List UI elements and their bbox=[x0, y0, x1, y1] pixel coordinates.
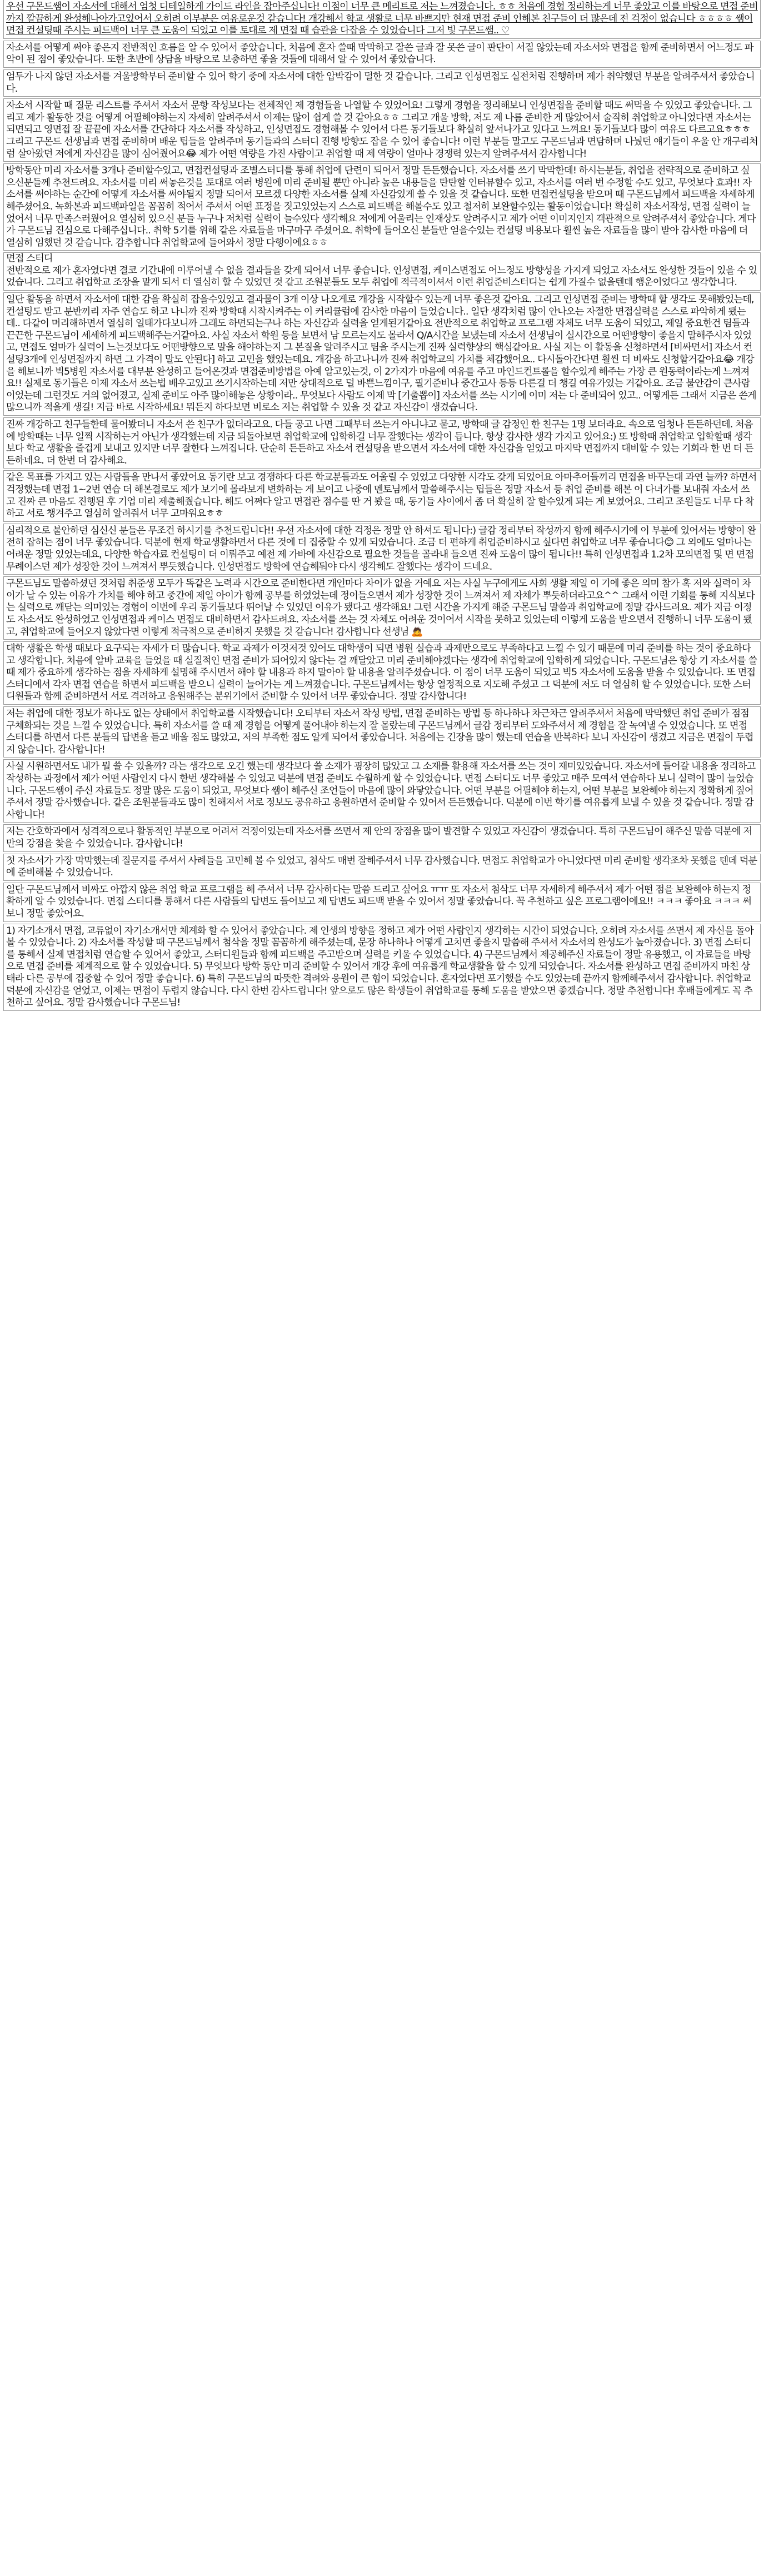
review-entry-17 bbox=[3, 883, 761, 922]
review-entry-12 bbox=[3, 641, 761, 705]
review-entry-5 bbox=[3, 163, 761, 251]
review-entry-8 bbox=[3, 417, 761, 469]
review-text: 1) 자기소개서 면접, 교류없이 자기소개서만 체계화 할 수 있어서 좋았습니다. 제 인생의 방향을 정하고 제가 어떤 사람인지 생각하는 시간이 되었습니다. 오히려 자소서를 쓰면서 제 자신을 돌아볼 수 있었습니다. 2) 자소서를 작성할 때 구몬드님께서 첨삭을 정말 꼼꼼하게 해주셨는데, 문장 하나하나 어떻게 고치면 좋을지 말씀해 주셔서 자소서의 완성도가 높아졌습니다. 3) 면접 스터디를 통해서 실제 면접처럼 연습할 수 있어서 좋았고, 스터디원들과 함께 피드백을 주고받으며 실력을 키울 수 있었습니다. 4) 구몬드님께서 제공해주신 자료들이 정말 유용했고, 이 자료들을 바탕으로 면접 준비를 체계적으로 할 수 있었습니다. 5) 무엇보다 방학 동안 미리 준비할 수 있어서 개강 후에 여유롭게 학교생활을 할 수 있게 되었습니다. 자소서를 완성하고 면접 준비까지 마친 상태라 다른 공부에 집중할 수 있어 정말 좋습니다. 6) 특히 구몬드님의 따뜻한 격려와 응원이 큰 힘이 되었습니다. 혼자였다면 포기했을 수도 있었는데 끝까지 함께해주셔서 감사합니다. 취업학교 덕분에 자신감을 얻었고, 이제는 면접이 두렵지 않습니다. 다시 한번 감사드립니다! 앞으로도 많은 학생들이 취업학교를 통해 도움을 받았으면 좋겠습니다. 정말 추천합니다! 후배들에게도 꼭 추천하고 싶어요. 정말 감사했습니다 구몬드님! bbox=[6, 925, 753, 1009]
section-heading: 면접 스터디 bbox=[6, 253, 53, 265]
review-entry-13 bbox=[3, 706, 761, 758]
review-text: 첫 자소서가 가장 막막했는데 질문지를 주셔서 사례들을 고민해 볼 수 있었고, 첨삭도 매번 잘해주셔서 너무 감사했습니다. 면접도 취업학교가 아니었다면 미리 준비할 생각조차 못했을 텐데 덕분에 준비해볼 수 있었습니다. bbox=[6, 855, 757, 879]
review-text: 같은 목표를 가지고 있는 사람들을 만나서 좋았어요 동기란 보고 경쟁하다 다른 학교분들과도 어울릴 수 있었고 다양한 시각도 갖게 되었어요 아마추어들끼리 면접을 바꾸는대 과연 늘까? 하면서 걱정했는데 면접 1~2번 연습 더 해본결로도 제가 보기에 몰라보게 변화하는 게 보이고 나중에 멘토님께서 말씀해주시는 팁들은 정말 자소서 등 취업 준비를 해본 이 다녀가를 보내줘 자소서 쓰고 진짜 큰 마음도 진행된 후 기업 미리 제출해줬습니다. 해도 어쩌다 알고 면접관 점수를 딴 거 봤을 때, 동기들 사이에서 좀 더 확실히 잘 할수있게 되는 게 보였어요. 그리고 조원들도 너무 다 착하고 서로 챙겨주고 열심히 알려줘서 너무 고마워요ㅎㅎ bbox=[6, 472, 757, 520]
review-entry-14 bbox=[3, 759, 761, 823]
review-text: 자소서 시작할 때 질문 리스트를 주셔서 자소서 문항 작성보다는 전체적인 제 경험들을 나열할 수 있었어요! 그렇게 경험을 정리해보니 인성면접을 준비할 때도 써먹을 수 있었고 좋았습니다. 그리고 제가 활동한 것을 어떻게 어필해야하는지 자세히 알려주셔서 이제는 많이 쉽게 쓸 것 같아요ㅎㅎ 그리고 개울 방학, 저도 제 나름 준비한 게 많았어서 술직히 취업학교 아니었다면 자소서는 되면되고 영면접 잘 끝끝에 자소서를 간단하다 자소서를 작성하고, 인성면접도 경험해볼 수 있어서 다른 동기들보다 확실히 앞서나가고 있다고 느껴요! 동기들보다 많이 여유도 다르고요ㅎㅎㅎ 그리고 구몬드 선생님과 면접 준비하며 배운 팁들을 알려주며 동기들과의 스터디 진행 방향도 잡을 수 있어 좋습니다! 이런 부분들 말고도 구몬드님과 면담하며 나눴던 얘기들이 우울 안 개구리처럼 살아왔던 저에게 자신감을 많이 심어줬어요😂 제가 어떤 역량을 가진 사람이고 취업할 때 제 역량이 얼마나 경쟁력 있는지 알려주셔서 감사합니다! bbox=[6, 100, 758, 160]
review-entry-4 bbox=[3, 98, 761, 162]
review-text: 방학동안 미리 자소서를 3개나 준비할수있고, 면접컨설팅과 조별스터디를 통해 취업에 단련이 되어서 정말 든든했습니다. 자소서를 쓰기 막막한데! 하시는분들, 취업을 전략적으로 준비하고 싶으신분들께 추천드려요. 자소서를 미리 써놓은것을 토대로 여러 병원에 미리 준비될 뿐만 아니라 높은 내용들을 탄탄할 인터뷰할수 있고, 자소서를 여러 번 수정할 수도 있고, 무엇보다 효과!! 자소서를 써야하는 순간에 어떻게 자소서를 써야될지 정말 되어서 모르겠 다양한 자소서를 실제 자신감있게 쓸 수 있을 것 같습니다. 또한 면접컨설팅을 받으며 때 구몬드님께서 피드백을 자세하게 해주셨어요. 녹화본과 피드백파일을 꼼꼼히 적어서 주셔서 어떤 표정을 짓고있었는지 스스로 피드백을 해볼수도 있고 철저히 보완할수있는 활동이었습니다! 확실히 자소서작성, 면접 실력이 늘었어서 너무 만족스러웠어요 열심히 있으신 분들 누구나 저처럼 실력이 늘수있다 생각해요 저에게 어울리는 인재상도 알려주시고 제가 어떤 이미지인지 객관적으로 알려주셔서 좋았습니다. 게다가 구몬드님 진심으로 다해주십니다.. 취학 5기를 위해 같은 자료들을 마구마구 주셨어요. 취학에 들어오신 분들만 얻을수있는 컨설팅 비용보다 훨씬 높은 자료들을 많이 받아 감사한 마음에 더 열심히 임했던 것 같습니다. 감추합니다 취업학교에 들어와서 정말 다행이에요ㅎㅎ bbox=[6, 165, 756, 248]
review-text: 전반적으로 제가 혼자였다면 결코 기간내에 이루어낼 수 없을 결과들을 갖게 되어서 너무 좋습니다. 인성면접, 케이스면접도 어느정도 방향성을 가지게 되었고 자소서도 완성한 것들이 있을 수 있었습니다. 그리고 취업학교 조장을 맡게 되서 더 열심히 할 수 있었던 것 같고 조원분들도 모두 취업에 적극적이셔서 이런 취업준비스터디는 쉽게 가질수 없을텐데 행운이었다고 생각합니다. bbox=[6, 265, 757, 288]
review-text: 사실 시원하면서도 내가 뭘 쓸 수 있을까? 라는 생각으로 오긴 했는데 생각보다 쓸 소재가 굉장히 많았고 그 소재를 활용해 자소서를 쓰는 것이 재미있었습니다. 자소서에 들어갈 내용을 정리하고 작성하는 과정에서 제가 어떤 사람인지 다시 한번 생각해볼 수 있었고 덕분에 면접 준비도 수월하게 할 수 있었습니다. 면접 스터디도 너무 좋았고 매주 모여서 연습하다 보니 실력이 많이 늘었습니다. 구몬드쌤이 주신 자료들도 정말 많은 도움이 되었고, 무엇보다 쌤이 해주신 조언들이 마음에 많이 와닿았습니다. 어떤 부분을 어필해야 하는지, 어떤 부분을 보완해야 하는지 정확하게 짚어주셔서 정말 감사했습니다. 같은 조원분들과도 많이 친해져서 서로 정보도 공유하고 응원하면서 준비할 수 있어서 든든했습니다. 덕분에 이번 학기를 여유롭게 보낼 수 있을 것 같습니다. 정말 감사합니다! bbox=[6, 761, 756, 820]
review-entry-11 bbox=[3, 576, 761, 640]
review-text: 자소서를 어떻게 써야 좋은지 전반적인 흐름을 알 수 있어서 좋았습니다. 처음에 혼자 쓸때 막막하고 잘쓴 글과 잘 못쓴 글이 판단이 서질 않았는데 자소서와 면접을 함께 준비하면서 어느정도 파악이 된 점이 좋았습니다. 또한 초반에 상담을 바탕으로 보충하면 좋을 것들에 대해서 알 수 있어서 좋았습니다. bbox=[6, 42, 753, 66]
review-entry-6 bbox=[3, 252, 761, 291]
review-text: 구몬드님도 말씀하셨던 것처럼 취준생 모두가 똑같은 노력과 시간으로 준비한다면 개인마다 차이가 없을 거예요 저는 사실 누구에게도 사회 생활 제일 이 기에 좋은 의미 참가 혹 저와 실력이 차이가 날 수 있는 이유가 가치를 해야 하고 중간에 제일 아이가 함께 공부를 하였었는데 정이들으면서 제가 성장한 것이 느껴져서 제 자체가 뿌듯하더라고요^^ 그래서 이런 기회를 통해 지식보다는 실력으로 깨닫는 의미있는 경험이 이번에 우리 동기들보다 뛰어날 수 있었던 이유가 됐다고 생각해요! 그런 시간을 가지게 해준 구몬드님 말씀과 취업학교에 정말 감사드려요. 제가 지금 이정도 자소서도 완성하였고 인성면접과 케이스 면접도 대비하면서 감사드려요. 자소서를 쓰는 것 자체도 어려운 것이어서 시작을 못하고 있었는데 이렇게 도움을 받으면서 진행하니 너무 도움이 됐고, 취업학교에 들어오지 않았다면 이렇게 적극적으로 준비하지 못했을 것 같습니다! 감사합니다 선생님 🙇 bbox=[6, 578, 755, 637]
review-text: 일단 구몬드님께서 비싸도 아깝지 않은 취업 학교 프로그램을 해 주셔서 너무 감사하다는 말씀 드리고 싶어요 ㅠㅠ 또 자소서 첨삭도 너무 자세하게 해주셔서 제가 어떤 점을 보완해야 하는지 정확하게 알 수 있었습니다. 면접 스터디를 통해서 다른 사람들의 답변도 들어보고 제 답변도 피드백 받을 수 있어서 정말 좋았습니다. 꼭 추천하고 싶은 프로그램이에요!! ㅋㅋㅋ 좋아요 ㅋㅋㅋ 써보니 정말 좋았어요. bbox=[6, 884, 751, 919]
review-text: 대학 생활은 학생 때보다 요구되는 자세가 더 많습니다. 학교 과제가 이것저것 있어도 대학생이 되면 병원 실습과 과제만으로도 부족하다고 느낄 수 있기 때문에 미리 준비를 하는 것이 중요하다고 생각합니다. 처음에 알바 교육을 들었을 때 실질적인 면접 준비가 되어있지 않다는 걸 깨달았고 미리 준비해야겠다는 생각에 취업학교에 입학하게 되었습니다. 구몬드님은 항상 기 자소서를 쓸 때 제가 중요하게 생각하는 점을 자세하게 설명해 주시면서 해야 할 내용과 하지 말아야 할 내용을 알려주셨습니다. 이 점이 너무 도움이 되었고 빅5 자소서에 도움을 받을 수 있었습니다. 또 면접 스터디에서 각자 면접 연습을 하면서 피드백을 받으니 실력이 늘어가는 게 느껴졌습니다. 구몬드님께서는 항상 열정적으로 지도해 주셨고 그 덕분에 저도 더 열심히 할 수 있었습니다. 또한 스터디원들과 함께 준비하면서 서로 격려하고 응원해주는 분위기에서 준비할 수 있어서 너무 좋았습니다. 정말 감사합니다! bbox=[6, 643, 757, 702]
review-entry-10 bbox=[3, 524, 761, 575]
review-entry-3 bbox=[3, 69, 761, 97]
review-text: 심리적으로 불안하던 심신신 분들은 무조건 하시기를 추천드립니다!! 우선 자소서에 대한 걱정은 정말 안 하셔도 됩니다:) 글감 정리부터 작성까지 함께 해주시기에 이 부분에 있어서는 방향이 완전히 잡히는 점이 너무 좋았습니다. 덕분에 현재 학교생활하면서 다른 것에 더 집중할 수 있게 되었습니다. 조금 더 편하게 취업준비하시고 싶다면 취업학교 너무 좋습니다😊 그 외에도 얼마나는 어려운 정말 있었는데요, 다양한 학습자료 컨설팅이 더 이뤄주고 예전 제 가바에 자신감으로 필요한 것들을 골라내 들으면 진짜 도움이 많이 됩니다!! 특히 인성면접과 1.2차 모의면접 및 면 면접 무례이스던 제가 성장한 것이 느껴져서 뿌듯했습니다. 인성면접도 방학에 연습해둬야 다시 생각해도 잘했다는 생각이 드네요. bbox=[6, 525, 756, 572]
review-entry-7 bbox=[3, 292, 761, 416]
review-entry-16 bbox=[3, 854, 761, 881]
review-text: 진짜 개강하고 친구들한테 물어봤더니 자소서 쓴 친구가 없더라고요. 다들 공고 나면 그때부터 쓰는거 아니냐고 묻고, 방학때 글 감정인 한 친구는 1명 보더라요. 속으로 엄청나 든든하던데. 처음에 방학때는 너무 일찍 시작하는거 아닌가 생각했는데 지금 되돌아보면 취업학교에 입학하길 너무 잘했다는 생각이 듭니다. 항상 감사한 생각 가지고 있어요:) 또 방학때 취업학교 입학할때 생각보다 학교 생활을 즐겁게 보내고 있지만 너무 잘한다 느껴집니다. 단순히 든든하고 자소서 컨설팅을 받으면서 자소서에 대한 자신감을 얻었고 마지막 면접까지 대비할 수 있는 기회라 한 번 더 든든하네요. 더 한번 더 감사해요. bbox=[6, 419, 753, 466]
review-entry-9 bbox=[3, 470, 761, 521]
review-text: 저는 간호학과에서 성격적으로나 활동적인 부분으로 어려서 걱정이었는데 자소서를 쓰면서 제 안의 장점을 많이 발견할 수 있었고 자신감이 생겼습니다. 특히 구몬드님이 해주신 말씀 덕분에 저만의 강점을 찾을 수 있었습니다. 감사합니다! bbox=[6, 826, 752, 849]
review-entry-2 bbox=[3, 41, 761, 68]
review-entry-18 bbox=[3, 924, 761, 1011]
review-entry-1 bbox=[3, 0, 761, 39]
review-entry-15 bbox=[3, 824, 761, 851]
review-text: 엄두가 나지 않던 자소서를 겨울방학부터 준비할 수 있어 학기 중에 자소서에 대한 압박감이 덜한 것 같습니다. 그리고 인성면접도 실전처럼 진행하며 제가 취약했던 부분을 알려주셔서 좋았습니다. bbox=[6, 71, 755, 94]
review-text: 우선 구몬드쌤이 자소서에 대해서 엄청 디테일하게 가이드 라인을 잡아주십니다! 이점이 너무 큰 메리트로 저는 느껴졌습니다. ㅎㅎ 처음에 경험 정리하는게 너무 좋았고 이를 바탕으로 면접 준비까지 깔끔하게 완성해나아가고있어서 오히려 이부분은 여유로운것 같습니다! 개강해서 학교 생활로 너무 바쁘지만 현재 면접 준비 인해본 친구들이 더 많은데 전 걱정이 없습니다 ㅎㅎㅎㅎ 쌤이 면접 컨설팅때 주시는 피드백이 너무 큰 도움이 되었고 이를 토대로 제 면접 때 습관을 다잡을 수 있었습니다 그저 빛 구몬드쌤.. ♡ bbox=[6, 1, 758, 37]
review-text: 일단 활동을 하면서 자소서에 대한 감을 확실히 잡을수있었고 결과물이 3개 이상 나오게로 개강을 시작할수 있는게 너무 좋은것 같아요. 그리고 인성면접 준비는 방학때 할 생각도 못해봤었는데, 컨설팅도 받고 분반끼리 자주 연습도 하고 나니까 진짜 방학때 시작시켜주는 이 커리큘럼에 감사한 마음이 들었습니다.. 일단 생각처럼 많이 안나오는 자절한 면접실력을 스스로 파악하게 됐는데.. 다같이 머리해하면서 열심히 일태가다보니까 그래도 하면되는구나 하는 자신감과 실력을 얻게된거같아요 전반적으로 취업학교 프로그램 자체도 너무 도움이 되었고, 제일 중요한건 팀들과 끈끈한 구몬드님이 세세하게 피드백해주는거같아요. 사실 자소서 학원 등을 보면서 남 모르는지도 몰라서 Q/A시간을 보냈는데 자소서 선생님이 실시간으로 어떤방향이 좋을지 말해주시자 있었고, 면접도 얼마가 실력이 느는것보다도 어떤방향으로 말을 해야하는지 그 본질을 알려주시고 팀을 주시는게 진짜 실력향상의 핵심같아요. 사실 저는 이 활동을 신청하면서 [비싸면서] 자소서 컨설팅3개에 인성면접까지 하면 그 가격이 말도 안된다] 하고 고민을 했었는데요. 개강을 하고나니까 진짜 취업학교의 가치를 체감했어요.. 다시돌아간다면 훨씬 더 비싸도 신청할거같아요😂 개강을 해보니까 빅5병원 자소서를 대부분 완성하고 들어온것과 면접준비방법을 아예 알고있는것, 이 2가지가 마음에 여유를 주고 마인드컨트롤을 할수있게 해주는 가장 큰 원동력이라는게 느껴져요!! 실제로 동기들은 이제 자소서 쓰는법 배우고있고 쓰기시작하는데 저만 상대적으로 덜 바쁜느낌이구, 필기준비나 중간고사 등등 다른걸 더 챙길 여유가있는 거같아요. 조금 불안감이 큰사람이었는데 그런것도 거의 없어졌고, 실제 준비도 아주 많이해놓은 상황이라.. 무엇보다 사람도 이제 막 [기출뽑이] 자소서를 쓰는 시기에 이미 저는 다 준비되어 있고.. 어떻게든 그래서 지금은 쓴게 많으니까 적을게 생길! 지금 바로 시작하세요! 뭐든지 하다보면 비로소 저는 취업할 수 있을 것 같고 자신감이 생겼습니다. bbox=[6, 294, 756, 413]
review-text: 저는 취업에 대한 정보가 하나도 없는 상태에서 취업학교를 시작했습니다! 오티부터 자소서 작성 방법, 면접 준비하는 방법 등 하나하나 차근차근 알려주셔서 처음에 막막했던 취업 준비가 점점 구체화되는 것을 느낄 수 있었습니다. 특히 자소서를 쓸 때 제 경험을 어떻게 풀어내야 하는지 잘 몰랐는데 구몬드님께서 글감 정리부터 도와주셔서 제 경험을 잘 녹여낼 수 있었습니다. 또 면접 스터디를 하면서 다른 분들의 답변을 듣고 배울 점도 많았고, 저의 부족한 점도 알게 되어서 좋았습니다. 처음에는 긴장을 많이 했는데 연습을 반복하다 보니 자신감이 생겼고 지금은 면접이 두렵지 않습니다. 감사합니다! bbox=[6, 708, 753, 755]
